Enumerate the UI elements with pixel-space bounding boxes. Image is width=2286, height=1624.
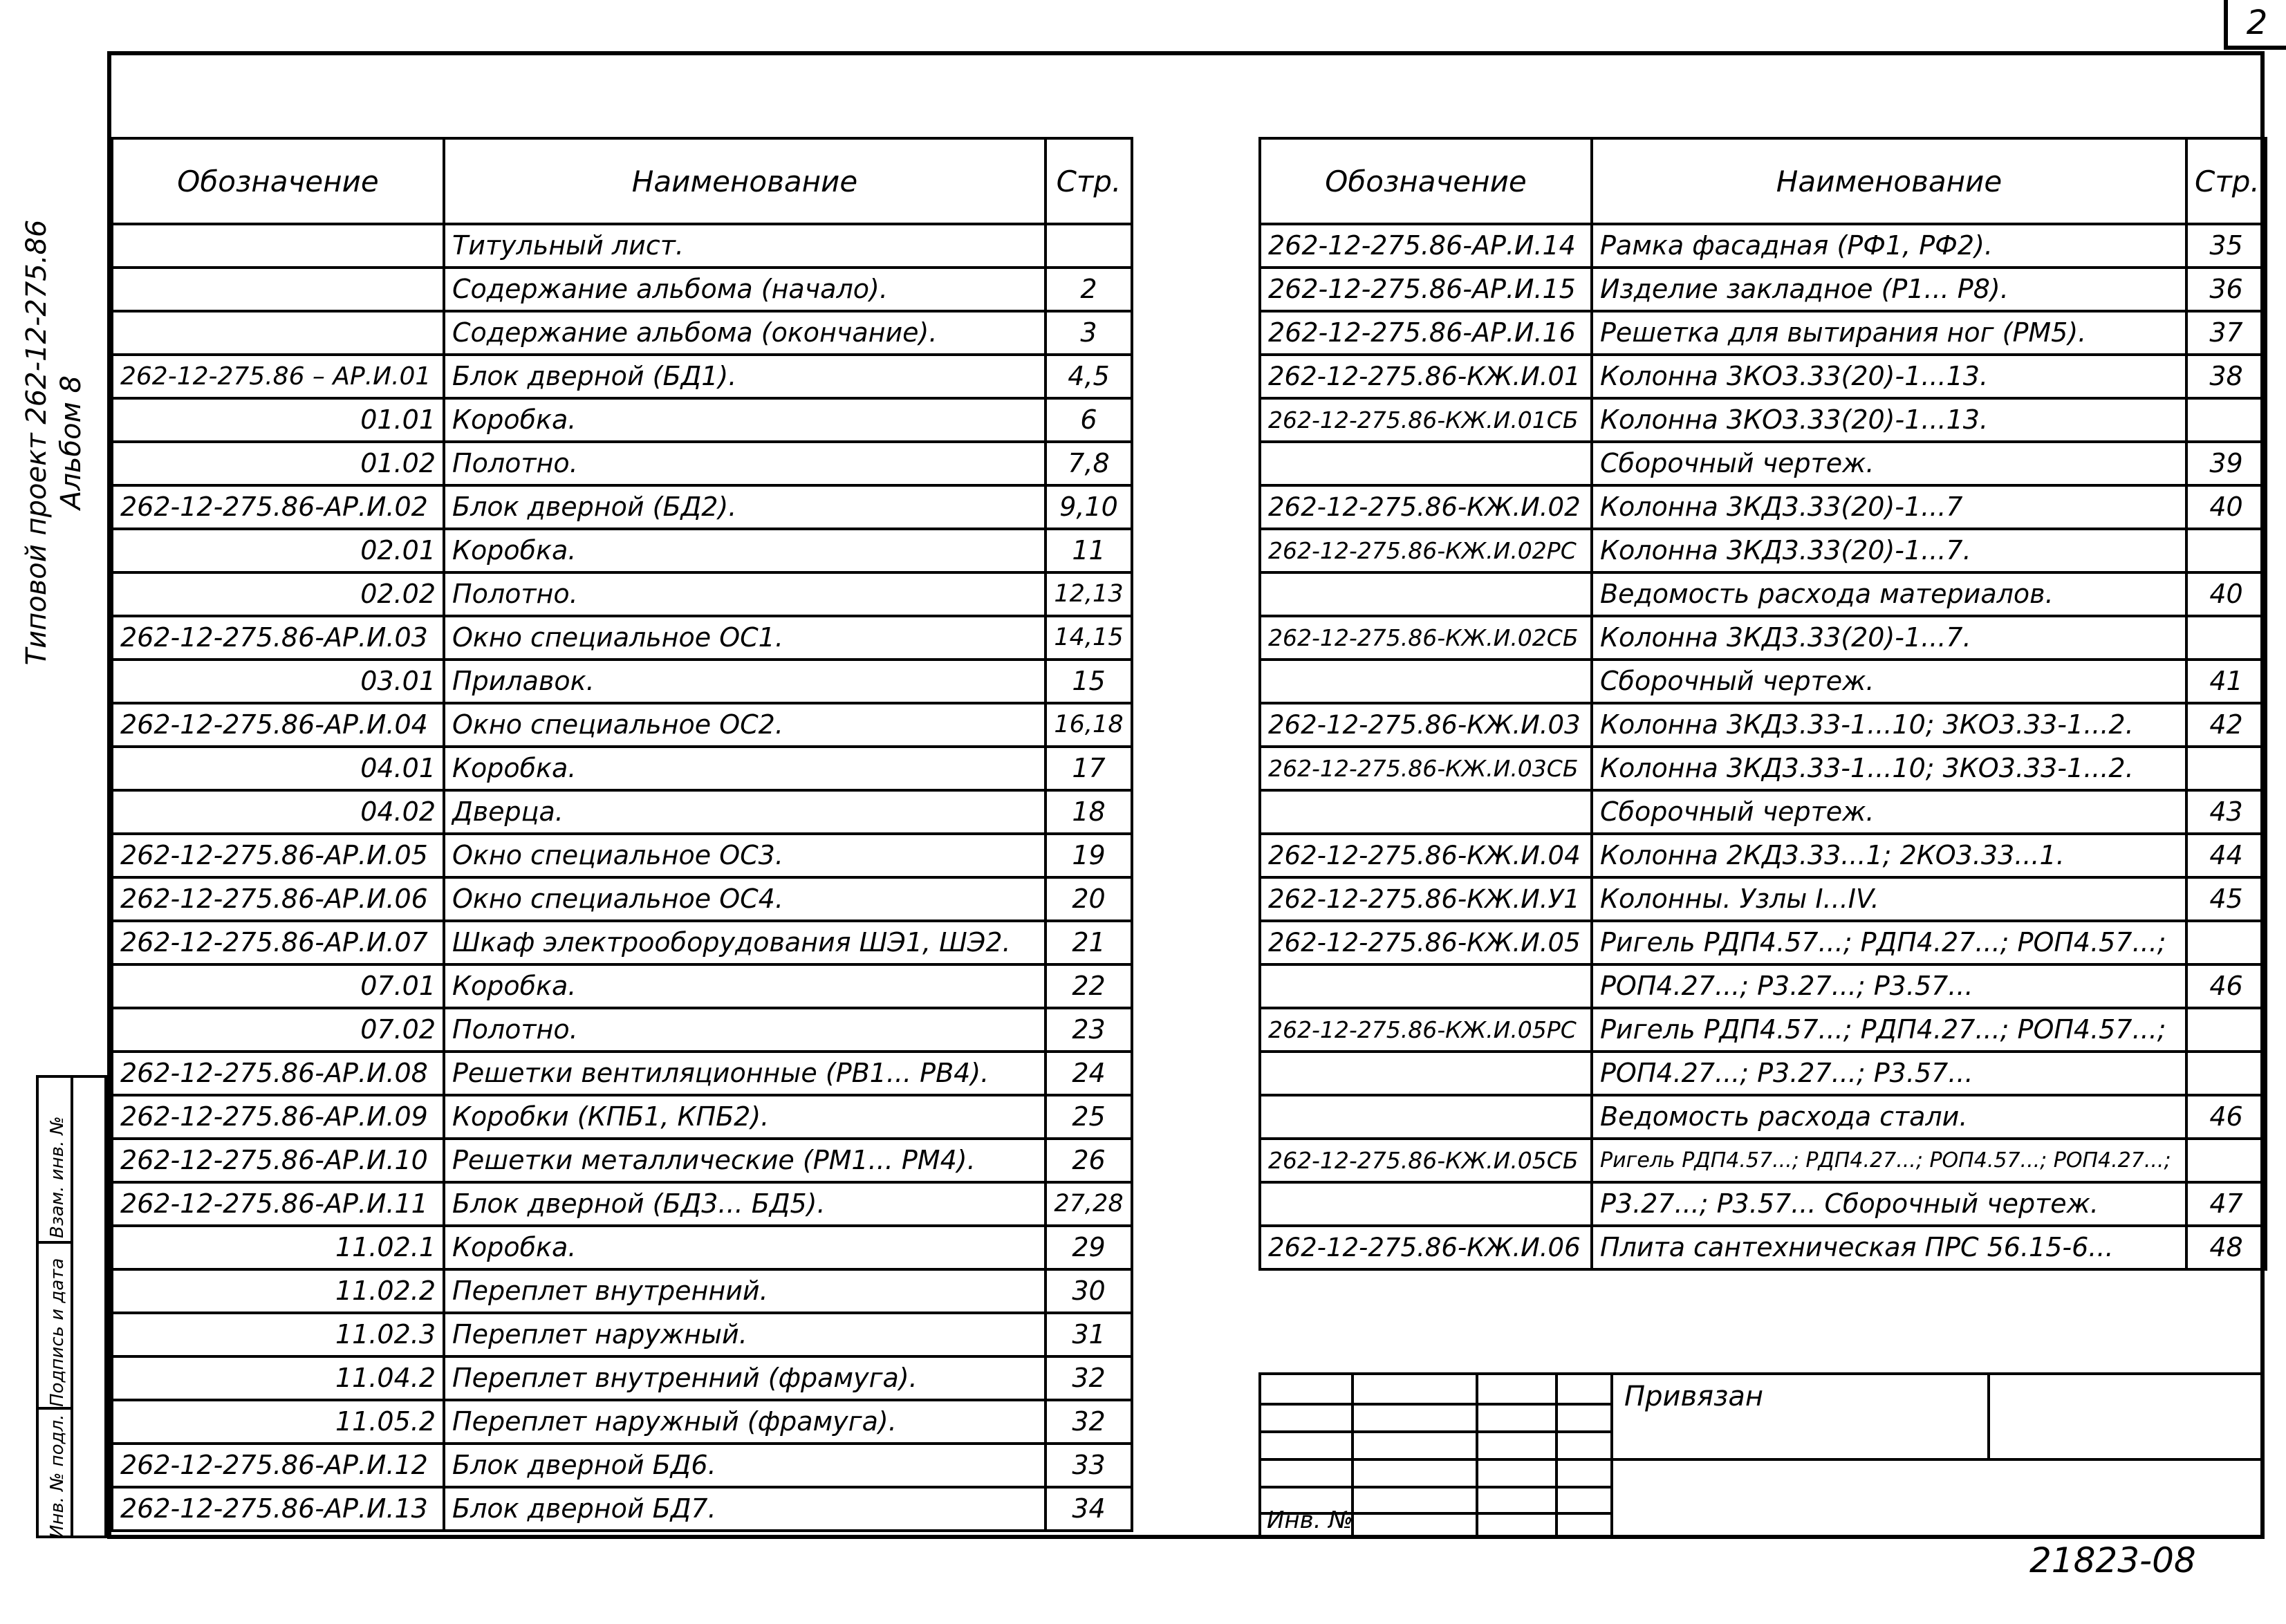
row-name: Блок дверной БД7. [444,1487,1046,1531]
row-code: 262-12-275.86-КЖ.И.У1 [1260,877,1592,921]
row-code [1260,572,1592,616]
table-row [112,877,1132,921]
table-row [1260,572,2266,616]
row-code [1260,660,1592,703]
row-page: 32 [1046,1400,1132,1444]
row-name: Дверца. [444,790,1046,834]
row-code [1260,1052,1592,1095]
table-row [112,616,1132,660]
row-code [1260,1095,1592,1139]
header-name: Наименование [444,138,1046,224]
row-code: 262-12-275.86-КЖ.И.05РС [1260,1008,1592,1052]
row-code: 03.01 [112,660,444,703]
row-name: Содержание альбома (начало). [444,268,1046,311]
table-row [112,224,1132,268]
row-code [1260,790,1592,834]
row-page: 19 [1046,834,1132,877]
row-name: Решетки вентиляционные (РВ1... РВ4). [444,1052,1046,1095]
row-code: 02.02 [112,572,444,616]
row-name: Коробка. [444,747,1046,790]
row-page [2186,747,2266,790]
row-name: Блок дверной (БД1). [444,355,1046,398]
side-title-line2: Альбом 8 [55,375,87,510]
table-row [1260,1008,2266,1052]
row-name: Коробка. [444,1226,1046,1269]
header-page: Стр. [1046,138,1132,224]
table-row [112,355,1132,398]
table-row [1260,268,2266,311]
header-code: Обозначение [1260,138,1592,224]
table-row [112,921,1132,964]
row-page: 38 [2186,355,2266,398]
table-row [1260,224,2266,268]
table-row [112,747,1132,790]
row-code: 262-12-275.86-АР.И.05 [112,834,444,877]
row-code: 262-12-275.86-КЖ.И.02РС [1260,529,1592,572]
row-name: Окно специальное ОС1. [444,616,1046,660]
table-row [1260,355,2266,398]
row-page: 3 [1046,311,1132,355]
row-name: Ригель РДП4.57...; РДП4.27...; РОП4.57...; [1592,1008,2186,1052]
table-row [1260,616,2266,660]
table-row [112,1008,1132,1052]
row-code [112,268,444,311]
row-page: 18 [1046,790,1132,834]
table-header-row [112,138,1132,224]
side-stamp-label-column [39,1078,73,1536]
row-page [2186,1008,2266,1052]
row-code: 262-12-275.86-АР.И.06 [112,877,444,921]
row-code: 11.05.2 [112,1400,444,1444]
table-row [1260,529,2266,572]
row-page: 47 [2186,1182,2266,1226]
row-page: 39 [2186,442,2266,485]
table-row [1260,442,2266,485]
header-code: Обозначение [112,138,444,224]
row-page: 4,5 [1046,355,1132,398]
row-code: 262-12-275.86-АР.И.04 [112,703,444,747]
document-number: 21823-08 [2029,1540,2196,1580]
row-code: 04.02 [112,790,444,834]
row-name: Изделие закладное (Р1... Р8). [1592,268,2186,311]
side-title-line1: Типовой проект 262-12-275.86 [21,219,53,666]
row-name: Ведомость расхода стали. [1592,1095,2186,1139]
row-code: 11.02.2 [112,1269,444,1313]
row-page: 22 [1046,964,1132,1008]
row-page: 11 [1046,529,1132,572]
row-page: 44 [2186,834,2266,877]
table-row [1260,964,2266,1008]
row-name: Коробки (КПБ1, КПБ2). [444,1095,1046,1139]
row-name: Титульный лист. [444,224,1046,268]
row-page: 33 [1046,1444,1132,1487]
row-code: 262-12-275.86-КЖ.И.02 [1260,485,1592,529]
row-code: 11.02.1 [112,1226,444,1269]
row-page: 29 [1046,1226,1132,1269]
table-row [1260,877,2266,921]
contents-right-body [1260,224,2266,1269]
table-row [1260,485,2266,529]
row-page: 42 [2186,703,2266,747]
table-row [1260,1139,2266,1182]
table-row [112,660,1132,703]
row-page: 7,8 [1046,442,1132,485]
row-code [1260,1182,1592,1226]
row-name: Ведомость расхода материалов. [1592,572,2186,616]
row-code: 04.01 [112,747,444,790]
row-page: 40 [2186,485,2266,529]
row-name: Переплет внутренний. [444,1269,1046,1313]
row-name: РОП4.27...; Р3.27...; Р3.57... [1592,964,2186,1008]
row-code: 262-12-275.86-АР.И.15 [1260,268,1592,311]
row-code: 262-12-275.86-АР.И.02 [112,485,444,529]
row-name: Рамка фасадная (РФ1, РФ2). [1592,224,2186,268]
table-row [112,1269,1132,1313]
row-name: Колонна 3КД3.33(20)-1...7. [1592,529,2186,572]
table-row [112,1139,1132,1182]
table-row [112,834,1132,877]
row-name: Колонна 3КО3.33(20)-1...13. [1592,355,2186,398]
row-name: Решетка для вытирания ног (РМ5). [1592,311,2186,355]
row-code: 262-12-275.86-АР.И.03 [112,616,444,660]
row-name: Переплет наружный. [444,1313,1046,1356]
row-page: 2 [1046,268,1132,311]
row-name: Ригель РДП4.57...; РДП4.27...; РОП4.57...; РОП4.27...; [1592,1139,2186,1182]
row-code: 01.02 [112,442,444,485]
table-row [112,1444,1132,1487]
table-row [112,1052,1132,1095]
table-row [112,703,1132,747]
table-row [112,311,1132,355]
row-name: Полотно. [444,572,1046,616]
side-stamp-label-replaced: Взам. инв. № [47,1116,68,1238]
table-row [112,529,1132,572]
row-page: 30 [1046,1269,1132,1313]
header-name: Наименование [1592,138,2186,224]
row-code: 262-12-275.86-КЖ.И.01 [1260,355,1592,398]
row-name: Блок дверной БД6. [444,1444,1046,1487]
row-code: 262-12-275.86-КЖ.И.04 [1260,834,1592,877]
row-name: Плита сантехническая ПРС 56.15-6... [1592,1226,2186,1269]
contents-left-body [112,224,1132,1531]
row-code: 262-12-275.86-АР.И.16 [1260,311,1592,355]
row-code: 262-12-275.86-АР.И.14 [1260,224,1592,268]
row-page: 23 [1046,1008,1132,1052]
row-page [2186,616,2266,660]
row-name: Р3.27...; Р3.57... Сборочный чертеж. [1592,1182,2186,1226]
table-header-row [1260,138,2266,224]
row-name: РОП4.27...; Р3.27...; Р3.57... [1592,1052,2186,1095]
table-row [112,1356,1132,1400]
row-code: 07.02 [112,1008,444,1052]
row-page: 6 [1046,398,1132,442]
table-row [1260,1095,2266,1139]
row-code: 262-12-275.86-АР.И.11 [112,1182,444,1226]
row-page: 20 [1046,877,1132,921]
row-code [112,224,444,268]
row-name: Окно специальное ОС4. [444,877,1046,921]
table-row [112,485,1132,529]
row-page: 35 [2186,224,2266,268]
row-name: Переплет внутренний (фрамуга). [444,1356,1046,1400]
row-code [1260,442,1592,485]
side-title [19,180,95,705]
row-name: Окно специальное ОС2. [444,703,1046,747]
row-code: 262-12-275.86-КЖ.И.05 [1260,921,1592,964]
row-code: 262-12-275.86-КЖ.И.05СБ [1260,1139,1592,1182]
table-row [1260,834,2266,877]
row-name: Сборочный чертеж. [1592,790,2186,834]
table-row [1260,398,2266,442]
table-row [112,572,1132,616]
row-name: Полотно. [444,442,1046,485]
row-page: 37 [2186,311,2266,355]
row-page: 12,13 [1046,572,1132,616]
side-stamp [36,1075,107,1538]
row-page: 26 [1046,1139,1132,1182]
row-name: Переплет наружный (фрамуга). [444,1400,1046,1444]
table-row [112,1313,1132,1356]
row-code: 07.01 [112,964,444,1008]
row-page: 32 [1046,1356,1132,1400]
row-code: 262-12-275.86-АР.И.13 [112,1487,444,1531]
row-code: 262-12-275.86-КЖ.И.03СБ [1260,747,1592,790]
table-row [112,268,1132,311]
row-page: 16,18 [1046,703,1132,747]
row-page: 48 [2186,1226,2266,1269]
inventory-label: Инв. № [1267,1506,1353,1534]
row-code: 262-12-275.86-КЖ.И.03 [1260,703,1592,747]
contents-table-right [1258,137,2267,1271]
header-page: Стр. [2186,138,2266,224]
row-name: Коробка. [444,529,1046,572]
row-code: 262-12-275.86-АР.И.08 [112,1052,444,1095]
row-code: 262-12-275.86-КЖ.И.01СБ [1260,398,1592,442]
row-code: 262-12-275.86-АР.И.09 [112,1095,444,1139]
row-name: Колонна 3КД3.33(20)-1...7. [1592,616,2186,660]
table-row [1260,1182,2266,1226]
table-row [112,1487,1132,1531]
row-page: 46 [2186,964,2266,1008]
row-code: 262-12-275.86-АР.И.07 [112,921,444,964]
row-name: Блок дверной (БД2). [444,485,1046,529]
table-row [112,1095,1132,1139]
table-row [112,1400,1132,1444]
table-row [1260,1052,2266,1095]
row-name: Сборочный чертеж. [1592,442,2186,485]
row-name: Прилавок. [444,660,1046,703]
row-name: Шкаф электрооборудования ШЭ1, ШЭ2. [444,921,1046,964]
row-page [2186,921,2266,964]
row-name: Содержание альбома (окончание). [444,311,1046,355]
title-stamp [1258,1372,2265,1538]
contents-table-left [111,137,1133,1532]
row-page: 25 [1046,1095,1132,1139]
row-name: Коробка. [444,398,1046,442]
row-page [2186,398,2266,442]
table-row [112,442,1132,485]
table-row [112,790,1132,834]
row-page: 9,10 [1046,485,1132,529]
row-name: Колонна 2КД3.33...1; 2КО3.33...1. [1592,834,2186,877]
sheet-number: 2 [2224,0,2286,50]
row-name: Сборочный чертеж. [1592,660,2186,703]
row-name: Окно специальное ОС3. [444,834,1046,877]
table-row [112,1226,1132,1269]
row-page [2186,529,2266,572]
row-page: 14,15 [1046,616,1132,660]
row-code: 11.04.2 [112,1356,444,1400]
row-name: Решетки металлические (РМ1... РМ4). [444,1139,1046,1182]
side-stamp-label-original: Инв. № подл. [47,1414,68,1538]
row-page [2186,1139,2266,1182]
row-code [112,311,444,355]
row-name: Колонна 3КД3.33-1...10; 3КО3.33-1...2. [1592,703,2186,747]
row-code: 262-12-275.86-АР.И.10 [112,1139,444,1182]
row-page: 45 [2186,877,2266,921]
row-page [1046,224,1132,268]
row-name: Коробка. [444,964,1046,1008]
table-row [1260,1226,2266,1269]
row-code: 262-12-275.86-АР.И.12 [112,1444,444,1487]
row-page: 17 [1046,747,1132,790]
row-code: 262-12-275.86-КЖ.И.06 [1260,1226,1592,1269]
side-stamp-label-signature: Подпись и дата [47,1258,68,1407]
row-code: 11.02.3 [112,1313,444,1356]
row-page: 36 [2186,268,2266,311]
row-page: 21 [1046,921,1132,964]
row-name: Блок дверной (БД3... БД5). [444,1182,1046,1226]
row-code: 02.01 [112,529,444,572]
row-code [1260,964,1592,1008]
row-page: 34 [1046,1487,1132,1531]
row-page: 40 [2186,572,2266,616]
row-name: Колонна 3КД3.33(20)-1...7 [1592,485,2186,529]
row-page: 43 [2186,790,2266,834]
row-page: 15 [1046,660,1132,703]
row-page: 27,28 [1046,1182,1132,1226]
table-row [1260,790,2266,834]
row-code: 01.01 [112,398,444,442]
table-row [1260,660,2266,703]
row-code: 262-12-275.86 – АР.И.01 [112,355,444,398]
row-page: 41 [2186,660,2266,703]
row-name: Колонна 3КО3.33(20)-1...13. [1592,398,2186,442]
row-page: 31 [1046,1313,1132,1356]
row-page: 24 [1046,1052,1132,1095]
table-row [1260,703,2266,747]
table-row [112,964,1132,1008]
attached-label: Привязан [1624,1381,1764,1412]
row-name: Ригель РДП4.57...; РДП4.27...; РОП4.57...; [1592,921,2186,964]
row-name: Полотно. [444,1008,1046,1052]
table-row [1260,921,2266,964]
table-row [112,398,1132,442]
row-page: 46 [2186,1095,2266,1139]
table-row [1260,311,2266,355]
row-name: Колонна 3КД3.33-1...10; 3КО3.33-1...2. [1592,747,2186,790]
row-code: 262-12-275.86-КЖ.И.02СБ [1260,616,1592,660]
row-name: Колонны. Узлы I...IV. [1592,877,2186,921]
table-row [112,1182,1132,1226]
row-page [2186,1052,2266,1095]
table-row [1260,747,2266,790]
